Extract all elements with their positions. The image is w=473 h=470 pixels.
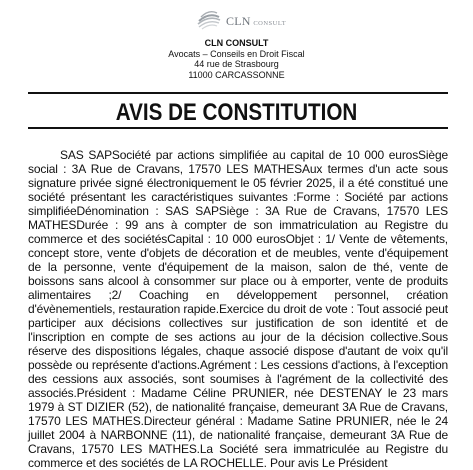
firm-subtitle: Avocats – Conseils en Droit Fiscal	[168, 48, 305, 59]
firm-address-block	[0, 38, 473, 80]
firm-street: 44 rue de Strasbourg	[194, 59, 279, 69]
title-top-rule	[28, 92, 448, 94]
notice-title: AVIS DE CONSTITUTION	[115, 99, 358, 126]
company-logo	[196, 6, 292, 34]
logo-wordmark	[226, 14, 286, 29]
logo-tagline: CONSULT	[253, 20, 287, 27]
logo-name: CLN	[226, 14, 251, 28]
firm-city: 11000 CARCASSONNE	[188, 69, 285, 80]
cln-globe-logo-icon	[196, 6, 222, 32]
notice-body: SAS SAPSociété par actions simplifiée au capital de 10 000 eurosSiège social : 3A Rue de Cravans, 17570 LES MATHESAux termes d'un acte sous signature privée signé électroniquement le 05 février 2025, il a été constitué une société présentant les caractéristiques suivantes :Forme : Société par actions simplifiéeDénomination : SAS SAPSiège : 3A Rue de Cravans, 17570 LES MATHESDurée : 99 ans à compter de son immatriculation au Registre du commerce et des sociétésCapital : 10 000 eurosObjet : 1/ Vente de vêtements, concept store, vente d'objets de décoration et de meubles, vente d'équipement de la personne, vente d'équipement de la maison, salon de thé, vente de boissons sans alcool à consommer sur place ou à emporter, vente de produits alimentaires ;2/ Coaching en développement personnel, création d'évènementiels, restauration rapide.Exercice du droit de vote : Tout associé peut participer aux décisions collectives sur justification de son identité et de l'inscription en compte de ses actions au jour de la décision collective.Sous réserve des dispositions légales, chaque associé dispose d'autant de voix qu'il possède ou représente d'actions.Agrément : Les cessions d'actions, à l'exception des cessions aux associés, sont soumises à l'agrément de la collectivité des associés.Président : Madame Céline PRUNIER, née DESTENAY le 23 mars 1979 à ST DIZIER (52), de nationalité française, demeurant 3A Rue de Cravans, 17570 LES MATHES.Directeur général : Madame Satine PRUNIER, née le 24 juillet 2004 à NARBONNE (11), de nationalité française, demeurant 3A Rue de Cravans, 17570 LES MATHES.La Société sera immatriculée au Registre du commerce et des sociétés de LA ROCHELLE. Pour avis Le Président	[28, 148, 448, 470]
firm-name: CLN CONSULT	[204, 38, 269, 48]
title-bottom-rule	[28, 127, 448, 129]
